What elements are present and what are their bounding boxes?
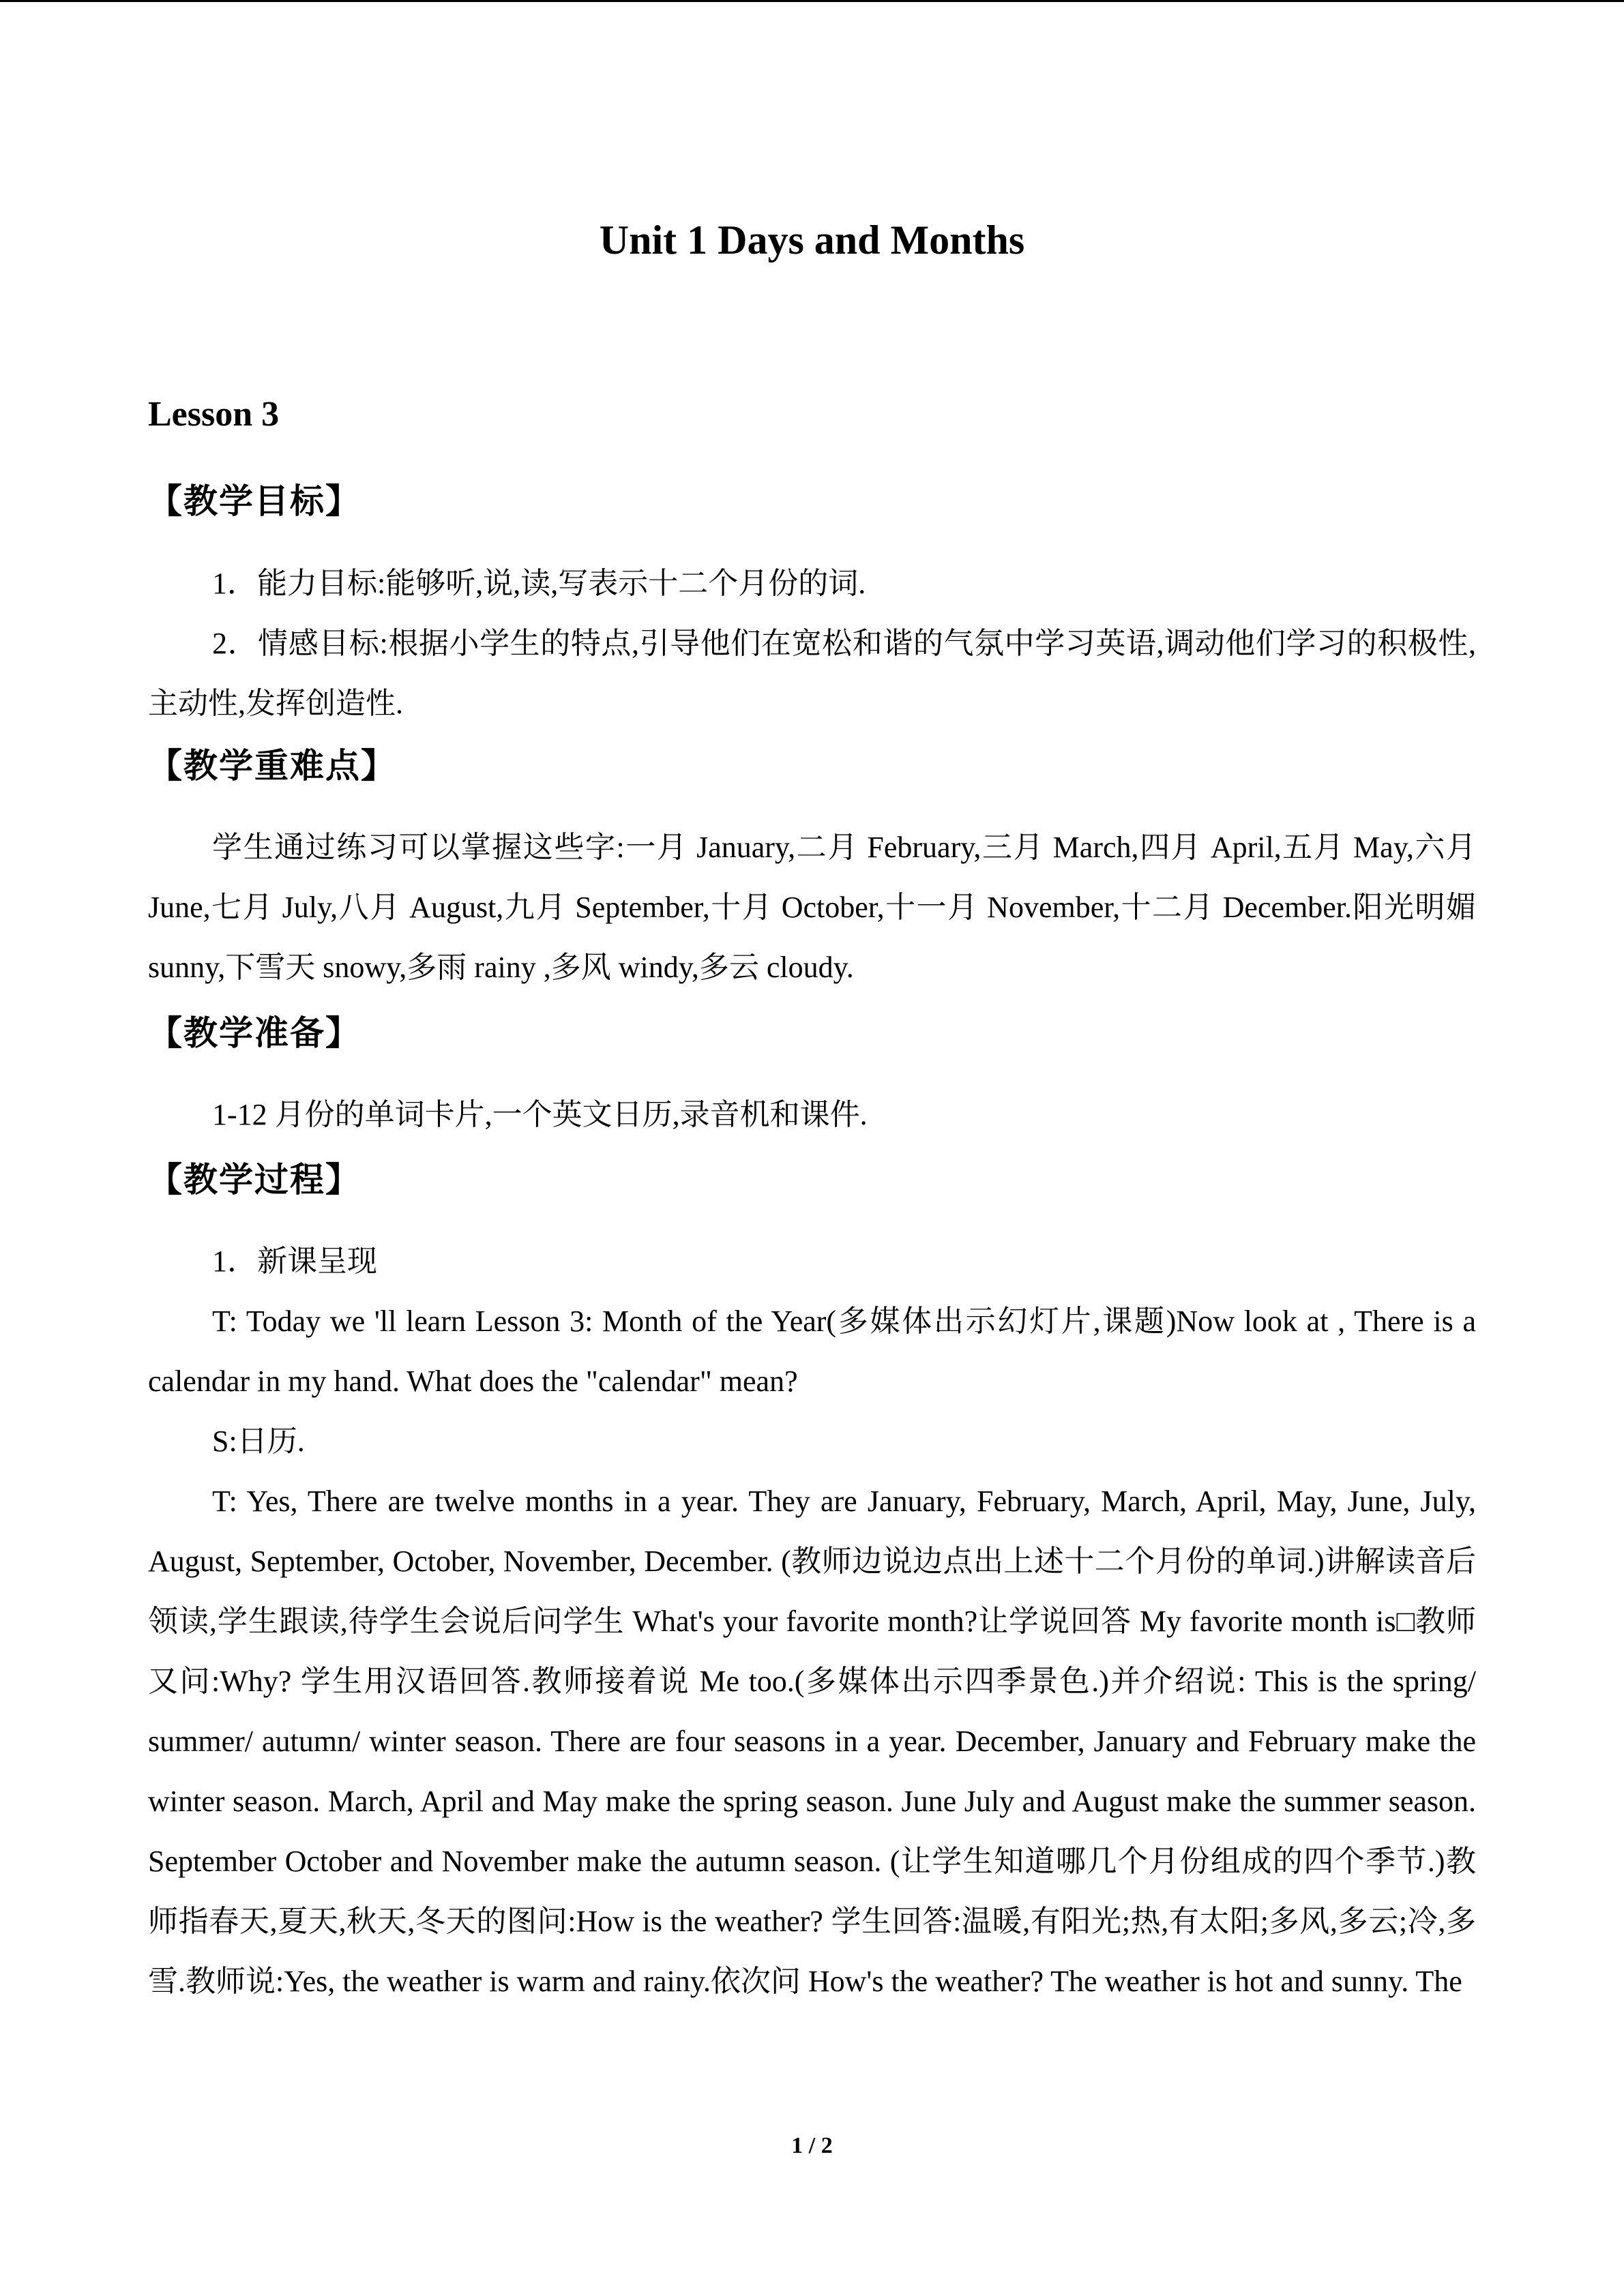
key-points-text: 学生通过练习可以掌握这些字:一月 January,二月 February,三月 March,四月 April,五月 May,六月 June,七月 July,八月 August,九月 September,十月 October,十一月 November,十二月 December.阳光明媚 sunny,下雪天 snowy,多雨 rainy ,多风 windy,多云 cloudy. [148, 831, 1476, 984]
page-number: 1 / 2 [791, 2133, 833, 2158]
section-heading-key-points: 【教学重难点】 [148, 746, 396, 786]
section-heading-objectives: 【教学目标】 [148, 481, 361, 521]
preparation-text: 1-12 月份的单词卡片,一个英文日历,录音机和课件. [212, 1098, 868, 1131]
top-border-line [0, 0, 1624, 2]
objective-item-2: 2．情感目标:根据小学生的特点,引导他们在宽松和谐的气氛中学习英语,调动他们学习的积极性,主动性,发挥创造性. [148, 627, 1476, 720]
process-paragraph-1: T: Today we 'll learn Lesson 3: Month of the Year(多媒体出示幻灯片,课题)Now look at , There is a calendar in my hand. What does the "calendar" mean? [148, 1304, 1476, 1398]
process-step-1: 1．新课呈现 [212, 1244, 377, 1278]
process-paragraph-3: T: Yes, There are twelve months in a year. They are January, February, March, April, May, June, July, August, September, October, November, December. (教师边说边点出上述十二个月份的单词.)讲解读音后领读,学生跟读,待学生会说后问学生 What's your favorite month?让学说回答 My favorite month is□教师又问:Why? 学生用汉语回答.教师接着说 Me too.(多媒体出示四季景色.)并介绍说: This is the spring/ summer/ autumn/ winter season. There are four seasons in a year. December, January and February make the winter season. March, April and May make the spring season. June July and August make the summer season. September October and November make the autumn season. (让学生知道哪几个月份组成的四个季节.)教师指春天,夏天,秋天,冬天的图问:How is the weather? 学生回答:温暖,有阳光;热,有太阳;多风,多云;冷,多雪.教师说:Yes, the weather is warm and rainy.依次问 How's the weather? The weather is hot and sunny. The [148, 1485, 1476, 1998]
lesson-heading: Lesson 3 [148, 395, 280, 434]
section-heading-process: 【教学过程】 [148, 1160, 361, 1199]
section-heading-preparation: 【教学准备】 [148, 1013, 361, 1053]
objective-item-1: 1．能力目标:能够听,说,读,写表示十二个月份的词. [212, 567, 866, 600]
process-paragraph-2: S:日历. [212, 1425, 305, 1458]
document-title: Unit 1 Days and Months [599, 218, 1025, 263]
